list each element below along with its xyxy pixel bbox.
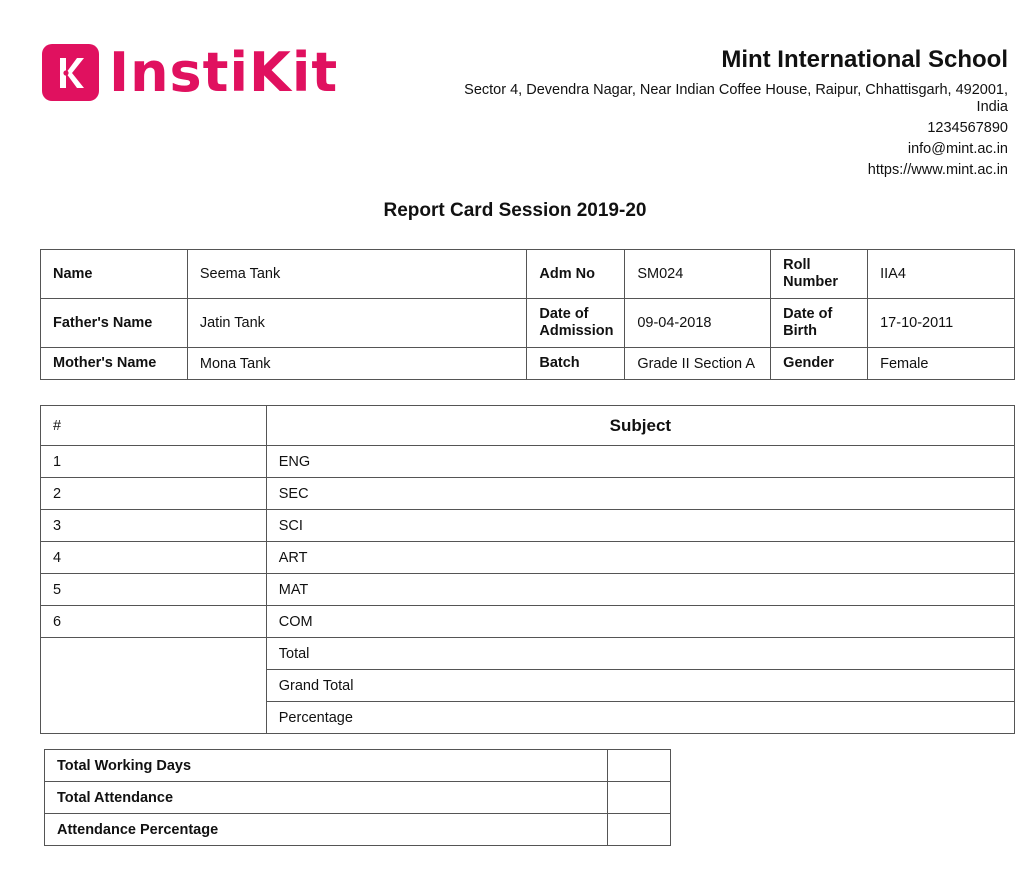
subject-number: 3	[41, 510, 267, 542]
instikit-logo	[42, 40, 339, 104]
total-working-days-value	[608, 750, 671, 782]
total-attendance-label: Total Attendance	[45, 782, 608, 814]
subject-name: SCI	[266, 510, 1014, 542]
total-working-days-label: Total Working Days	[45, 750, 608, 782]
summary-spacer-cell	[41, 638, 267, 734]
subject-name: MAT	[266, 574, 1014, 606]
table-row	[41, 606, 1015, 638]
k-logo-icon	[42, 44, 99, 101]
school-website: https://www.mint.ac.in	[867, 162, 1008, 178]
school-address-line2: India	[976, 99, 1008, 115]
info-row	[41, 250, 1015, 299]
table-row	[41, 510, 1015, 542]
school-address	[388, 82, 1008, 116]
date-of-admission-label: Date of Admission	[527, 299, 625, 348]
total-row	[41, 638, 1015, 670]
name-value: Seema Tank	[187, 250, 527, 299]
table-row	[41, 542, 1015, 574]
school-phone: 1234567890	[927, 120, 1008, 136]
total-label: Total	[266, 638, 1014, 670]
mother-name-label: Mother's Name	[41, 348, 188, 380]
table-row	[41, 446, 1015, 478]
subject-name: COM	[266, 606, 1014, 638]
subject-number: 6	[41, 606, 267, 638]
attendance-percentage-value	[608, 814, 671, 846]
school-header	[388, 46, 1008, 183]
attendance-percentage-label: Attendance Percentage	[45, 814, 608, 846]
number-column-header: #	[41, 406, 267, 446]
table-row	[41, 478, 1015, 510]
attendance-table	[44, 749, 671, 846]
info-row	[41, 348, 1015, 380]
subject-number: 5	[41, 574, 267, 606]
marks-header-row	[41, 406, 1015, 446]
subject-name: ENG	[266, 446, 1014, 478]
info-row	[41, 299, 1015, 348]
attendance-row	[45, 782, 671, 814]
date-of-admission-value: 09-04-2018	[625, 299, 771, 348]
father-name-value: Jatin Tank	[187, 299, 527, 348]
attendance-row	[45, 814, 671, 846]
adm-no-value: SM024	[625, 250, 771, 299]
father-name-label: Father's Name	[41, 299, 188, 348]
brand-name: InstiKit	[109, 40, 339, 104]
date-of-birth-value: 17-10-2011	[868, 299, 1015, 348]
marks-table	[40, 405, 1015, 734]
report-title: Report Card Session 2019-20	[383, 200, 647, 221]
table-row	[41, 574, 1015, 606]
gender-label: Gender	[771, 348, 868, 380]
percentage-label: Percentage	[266, 702, 1014, 734]
attendance-row	[45, 750, 671, 782]
adm-no-label: Adm No	[527, 250, 625, 299]
roll-number-value: IIA4	[868, 250, 1015, 299]
school-name: Mint International School	[721, 46, 1008, 73]
mother-name-value: Mona Tank	[187, 348, 527, 380]
subject-number: 4	[41, 542, 267, 574]
subject-column-header: Subject	[266, 406, 1014, 446]
total-attendance-value	[608, 782, 671, 814]
date-of-birth-label: Date of Birth	[771, 299, 868, 348]
batch-value: Grade II Section A	[625, 348, 771, 380]
subject-number: 1	[41, 446, 267, 478]
batch-label: Batch	[527, 348, 625, 380]
subject-name: SEC	[266, 478, 1014, 510]
school-address-line1: Sector 4, Devendra Nagar, Near Indian Coffee House, Raipur, Chhattisgarh, 492001,	[464, 82, 1008, 98]
school-email: info@mint.ac.in	[907, 141, 1008, 157]
subject-name: ART	[266, 542, 1014, 574]
roll-number-label: Roll Number	[771, 250, 868, 299]
gender-value: Female	[868, 348, 1015, 380]
name-label: Name	[41, 250, 188, 299]
subject-number: 2	[41, 478, 267, 510]
grand-total-label: Grand Total	[266, 670, 1014, 702]
student-info-table	[40, 249, 1015, 380]
